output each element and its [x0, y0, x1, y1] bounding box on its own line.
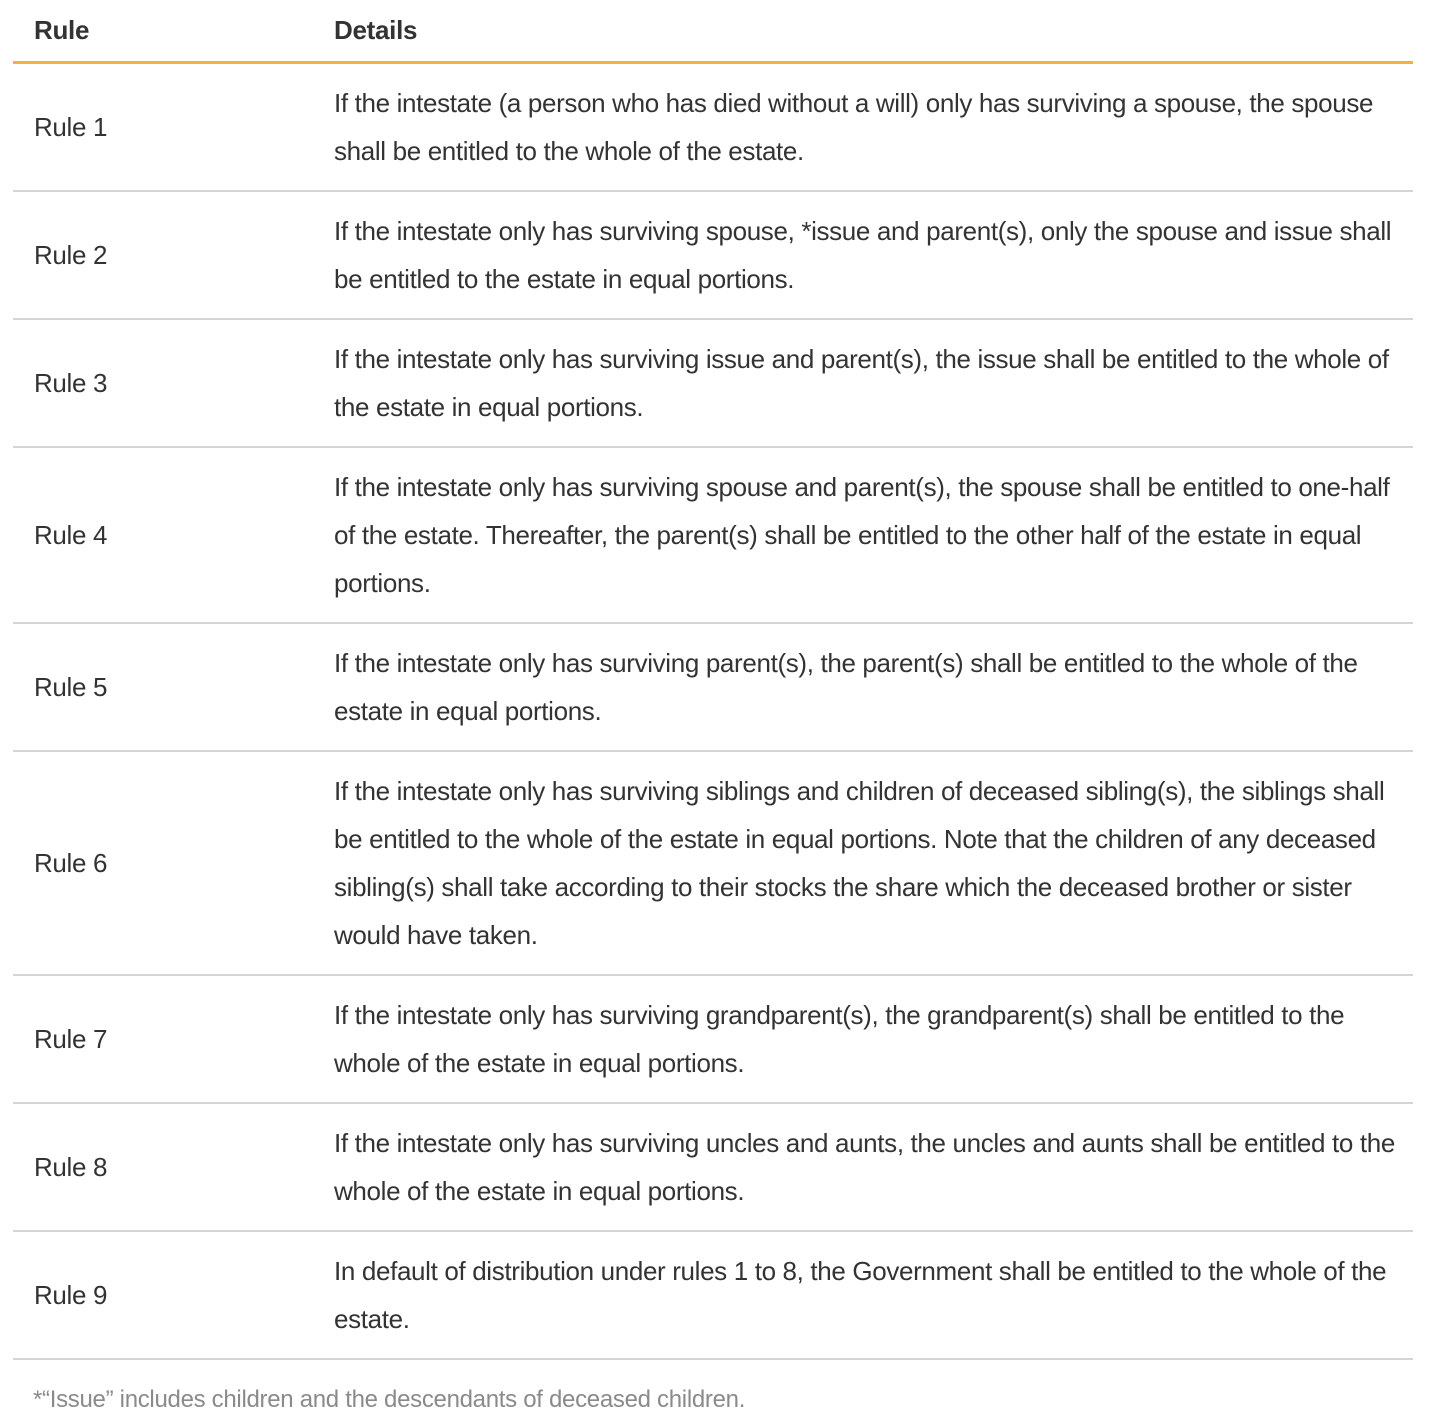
rule-details: If the intestate (a person who has died without a will) only has surviving a spouse, the spouse shall be entitled to the whole of the estate. [313, 63, 1413, 192]
footnote-issue-definition: *“Issue” includes children and the descendants of deceased children. [33, 1386, 746, 1413]
rule-label: Rule 4 [13, 447, 313, 623]
rule-details: If the intestate only has surviving spouse, *issue and parent(s), only the spouse and issue shall be entitled to the estate in equal portions. [313, 191, 1413, 319]
intestacy-rules-table [13, 0, 1413, 1360]
table-header-row [13, 0, 1413, 63]
rule-details: If the intestate only has surviving issue and parent(s), the issue shall be entitled to the whole of the estate in equal portions. [313, 319, 1413, 447]
table-row [13, 447, 1413, 623]
rule-label: Rule 8 [13, 1103, 313, 1231]
table-row [13, 975, 1413, 1103]
table-row [13, 623, 1413, 751]
column-header-rule: Rule [13, 0, 313, 63]
table-row [13, 1231, 1413, 1359]
table-row [13, 63, 1413, 192]
rule-label: Rule 7 [13, 975, 313, 1103]
rule-label: Rule 9 [13, 1231, 313, 1359]
table-row [13, 319, 1413, 447]
rule-label: Rule 2 [13, 191, 313, 319]
rule-details: If the intestate only has surviving parent(s), the parent(s) shall be entitled to the whole of the estate in equal portions. [313, 623, 1413, 751]
rule-label: Rule 5 [13, 623, 313, 751]
rule-details: If the intestate only has surviving uncles and aunts, the uncles and aunts shall be entitled to the whole of the estate in equal portions. [313, 1103, 1413, 1231]
rule-label: Rule 1 [13, 63, 313, 192]
table-row [13, 1103, 1413, 1231]
table-row [13, 191, 1413, 319]
rule-details: If the intestate only has surviving siblings and children of deceased sibling(s), the siblings shall be entitled to the whole of the estate in equal portions. Note that the children of any deceased sibling(s) shall take according to their stocks the share which the deceased brother or sister would have taken. [313, 751, 1413, 975]
rule-label: Rule 3 [13, 319, 313, 447]
column-header-details: Details [313, 0, 1413, 63]
rule-details: If the intestate only has surviving grandparent(s), the grandparent(s) shall be entitled to the whole of the estate in equal portions. [313, 975, 1413, 1103]
rule-details: In default of distribution under rules 1 to 8, the Government shall be entitled to the whole of the estate. [313, 1231, 1413, 1359]
table-row [13, 751, 1413, 975]
rule-details: If the intestate only has surviving spouse and parent(s), the spouse shall be entitled to one-half of the estate. Thereafter, the parent(s) shall be entitled to the other half of the estate in equal portions. [313, 447, 1413, 623]
rule-label: Rule 6 [13, 751, 313, 975]
